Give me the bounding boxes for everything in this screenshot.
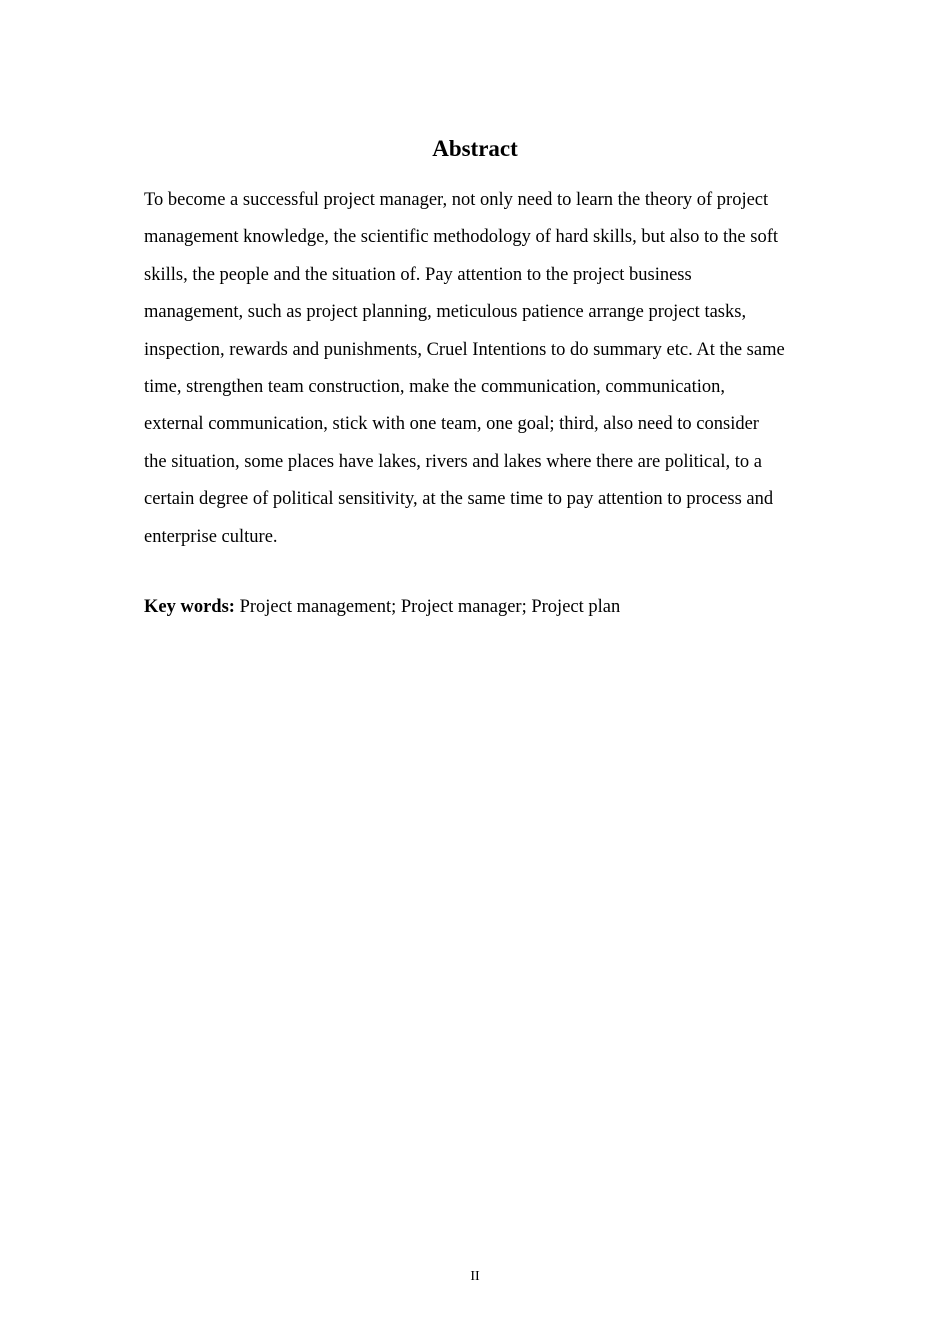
abstract-line: the situation, some places have lakes, rivers and lakes where there are political, to a: [144, 451, 762, 472]
abstract-line: To become a successful project manager, not only need to learn the theory of project: [144, 190, 769, 210]
page-number: II: [470, 1269, 480, 1284]
abstract-line: management, such as project planning, meticulous patience arrange project tasks,: [144, 302, 747, 323]
abstract-line: skills, the people and the situation of. Pay attention to the project business: [144, 264, 692, 285]
abstract-line: management knowledge, the scientific methodology of hard skills, but also to the soft: [144, 227, 779, 248]
abstract-line: external communication, stick with one team, one goal; third, also need to consider: [144, 414, 759, 435]
keywords-paragraph: [144, 589, 816, 626]
abstract-line: certain degree of political sensitivity, at the same time to pay attention to process and: [144, 489, 774, 510]
keywords-list: Project management; Project manager; Project plan: [234, 597, 621, 617]
abstract-line: inspection, rewards and punishments, Cruel Intentions to do summary etc. At the same: [144, 339, 785, 360]
abstract-heading: Abstract: [432, 136, 518, 161]
abstract-line: enterprise culture.: [144, 526, 278, 547]
keywords-label: Key words:: [144, 597, 235, 617]
abstract-body: [144, 182, 816, 556]
abstract-line: time, strengthen team construction, make the communication, communication,: [144, 377, 726, 398]
